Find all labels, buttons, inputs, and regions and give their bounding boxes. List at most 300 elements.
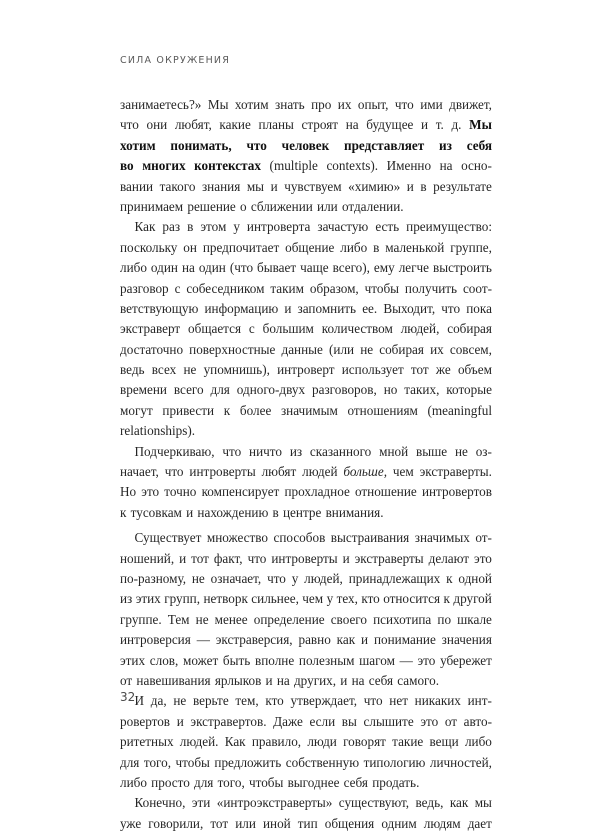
word: разговоров, [312,382,377,398]
text-line [120,279,492,299]
word: навешивания [136,672,211,688]
word: выше [416,443,448,459]
word: не [191,570,205,586]
word: опыт, [357,97,389,112]
word: вполне [254,652,295,668]
text-line [120,528,492,548]
word: или [317,198,338,214]
word: чем [392,464,414,480]
word: Выходит, [383,300,436,316]
word: тусовкам [130,504,182,520]
text-line [120,258,492,278]
word: соот- [462,280,492,296]
word: их [430,341,444,357]
word: на [181,260,195,276]
word: решение [187,198,236,214]
word: Как [224,734,246,750]
word: что [394,97,414,112]
word: (что [229,260,254,276]
word: знания [201,178,241,194]
word: тот [191,550,209,566]
word: тех, [336,591,358,607]
running-head: СИЛА ОКРУЖЕНИЯ [120,55,231,66]
word: запомнить [297,300,357,316]
word: мы [474,795,492,811]
word: и [176,713,184,729]
word: от- [475,530,492,546]
word: тем, [235,693,259,709]
word: себя [343,774,368,790]
word: Существует [134,530,202,546]
word: маленькой [385,239,445,255]
word: всего [173,382,204,398]
word: Даже [273,713,303,729]
text-line [120,753,492,773]
text-line [120,589,492,609]
text-line [120,651,492,671]
word: движет, [449,97,492,112]
word: на [351,672,365,688]
text-line [120,421,492,441]
word: с [174,280,181,296]
word: дает [467,815,492,831]
word: же [435,362,451,378]
body-text [120,95,492,834]
word: типологию [363,754,426,770]
text-line [120,732,492,752]
word: группе, [450,239,492,255]
text-line [120,549,492,569]
text-line [120,630,492,650]
word: поверхностные [189,341,276,357]
word: утверждает, [290,693,358,709]
word: знать [275,97,305,112]
word: Подчеркиваю, [134,443,215,459]
word: тот [410,362,429,378]
word: оз- [475,443,492,459]
word: убережет [440,652,492,668]
word: совсем, [449,341,492,357]
word: этих [120,652,146,668]
bold-word: во [120,158,134,174]
word: чувствуем [284,178,342,194]
word: другой [453,591,492,607]
word: иной [262,815,291,831]
word: интроверты [189,464,256,480]
word: группе. [120,611,162,627]
word: что [247,550,267,566]
word: точно [164,484,197,500]
word: зачастую [317,219,369,235]
word: просто [151,774,190,790]
word: про [311,97,332,112]
word: экстравертов. [190,713,267,729]
text-line [120,95,492,115]
bold-word: из [439,137,452,153]
word: — [196,632,210,648]
bold-word: представляет [344,137,425,153]
word: внимания. [325,504,384,520]
italic-word: больше, [343,464,387,480]
word: и [406,178,414,194]
text-line [120,115,492,135]
word: интроверт [277,362,335,378]
word: психотипа [373,611,432,627]
word: равно [298,632,331,648]
text-line [120,814,492,834]
word: центре [283,504,322,520]
word: как [449,795,469,811]
word: полезным [298,652,355,668]
word: интровертов [421,484,492,500]
word: себя [368,672,394,688]
word: продать. [372,774,420,790]
word: они [146,117,168,133]
word: какие [219,117,251,133]
word: ярлыков [214,672,262,688]
word: в [420,178,427,194]
word: ритетных [120,734,174,750]
word: мной [379,443,409,459]
word: шагом [359,652,395,668]
word: общение [285,239,335,255]
word: чтобы [248,774,284,790]
word: собеседником [186,280,265,296]
text-line [120,610,492,630]
word: одним [381,815,417,831]
word: к [446,570,453,586]
word: один [150,260,178,276]
word: интроверсия [120,632,191,648]
word: эти [191,795,211,811]
word: у [233,219,240,235]
word: по-разному, [120,570,187,586]
word: для [210,382,230,398]
word: занимаетесь?» [120,97,202,112]
word: и [284,300,292,316]
page-number: 32 [120,690,136,704]
word: ведь, [415,795,444,811]
word: людей [302,464,338,480]
word: говорят [343,734,386,750]
word: могут [120,402,153,418]
word: это [417,652,436,668]
word: результате [433,178,492,194]
text-line [120,360,492,380]
word: т. [435,117,444,133]
text-line [120,380,492,400]
word: это [141,484,160,500]
word: времени [120,382,167,398]
word: от [444,713,458,729]
word: слышите [363,713,414,729]
word: ветствующую [120,300,199,316]
word: всех [151,362,177,378]
word: Мы [207,97,229,112]
word: бывает [257,260,297,276]
bold-word: человек [281,137,330,153]
text-line [120,671,492,691]
word: привести [162,402,215,418]
word: и [265,672,273,688]
word: ему [373,260,395,276]
word: из [289,443,303,459]
word: всего), [332,260,370,276]
word: начает, [120,464,159,480]
word: отдалении. [341,198,404,214]
word: есть [375,219,400,235]
word: по [437,611,452,627]
word: contexts). [326,158,379,174]
word: (или [329,341,355,357]
word: люди [307,734,337,750]
word: авто- [463,713,492,729]
word: любят [261,464,297,480]
word: тот [210,815,229,831]
word: упомнишь), [203,362,270,378]
word: нет [389,693,408,709]
word: кто [361,591,380,607]
text-line [120,401,492,421]
word: И [134,693,145,709]
word: из [120,591,133,607]
word: отношение [354,484,417,500]
word: правило, [251,734,302,750]
word: для [194,774,214,790]
word: это [420,713,439,729]
word: и [361,632,369,648]
word: экстраверты [354,550,424,566]
word: количеством [321,321,393,337]
text-line [120,569,492,589]
word: большим [262,321,314,337]
word: таким [270,280,304,296]
word: относится [383,591,441,607]
word: людям [423,815,461,831]
text-line [120,136,492,156]
word: не [173,693,187,709]
word: он [183,239,197,255]
word: сильнее, [251,591,299,607]
word: (meaningful [427,402,492,418]
word: чем [302,591,324,607]
word: либо [340,239,368,255]
bold-word: контекстах [194,158,261,174]
word: вы [341,713,357,729]
word: планы [258,117,294,133]
word: «интроэкстраверты» [216,795,333,811]
word: в [272,504,279,520]
text-line [120,197,492,217]
word: один [198,260,226,276]
word: таких, [404,382,440,398]
word: шкале [457,611,492,627]
word: своего [330,611,367,627]
text-line [120,442,492,462]
word: любят, [174,117,212,133]
word: собственную [285,754,360,770]
word: понимание [373,632,436,648]
word: Тем [167,611,190,627]
word: не [454,443,468,459]
word: раз [162,219,181,235]
word: и [270,178,278,194]
bold-word: многих [142,158,186,174]
word: экстраверты. [419,464,492,480]
word: значимых [414,530,470,546]
word: их [337,97,352,112]
text-line [120,482,492,502]
word: такие [392,734,424,750]
word: этом [200,219,227,235]
word: чтобы [175,754,210,770]
word: от [120,672,133,688]
word: факт, [213,550,243,566]
word: что [267,570,286,586]
word: информацию [204,300,279,316]
word: экстраверсия, [215,632,293,648]
word: да, [150,693,167,709]
word: не [183,362,197,378]
word: Но [120,484,137,500]
word: если [309,713,336,729]
word: нетворк [203,591,248,607]
word: ничто [249,443,282,459]
word: что [164,464,184,480]
word: означает, [210,570,262,586]
word: чаще [300,260,329,276]
text-line [120,319,492,339]
text-line [120,462,492,482]
word: ровертов [120,713,171,729]
word: использует [341,362,404,378]
word: но [383,382,398,398]
word: выстраивания [330,530,410,546]
word: как [336,632,356,648]
word: экстраверт [120,321,181,337]
word: не [195,611,209,627]
word: кто [265,693,284,709]
text-line [120,793,492,813]
text-line [120,712,492,732]
word: общается [188,321,242,337]
word: предпочитает [202,239,280,255]
word: значимым [280,402,338,418]
word: будущее [366,117,414,133]
word: множество [206,530,268,546]
word: мы [246,178,265,194]
text-line [120,503,492,523]
word: и [340,672,348,688]
text-line [120,299,492,319]
word: к [443,591,450,607]
word: что [120,117,139,133]
word: этих [135,591,161,607]
word: строят [301,117,339,133]
word: и [186,504,194,520]
word: преимущество: [406,219,492,235]
word: ее. [362,300,378,316]
word: людей. [179,734,219,750]
word: верьте [192,693,229,709]
word: других, [293,672,337,688]
word: более [239,402,272,418]
word: тип [297,815,318,831]
word: собирая [379,341,424,357]
bold-word: хотим [120,137,156,153]
word: прохладное [284,484,350,500]
word: самого. [397,672,440,688]
text-line [120,773,492,793]
word: ими [420,97,443,112]
word: получить [404,280,458,296]
word: нахождению [197,504,269,520]
word: или [235,815,256,831]
word: определение [253,611,325,627]
word: собирая [447,321,492,337]
word: чтобы [364,280,400,296]
word: Именно [386,158,432,174]
word: разговор [120,280,169,296]
word: на [276,672,290,688]
word: может [183,652,219,668]
word: к [120,504,127,520]
text-line [120,217,492,237]
word: общения [324,815,375,831]
word: существуют, [338,795,410,811]
word: сближении [250,198,313,214]
word: которые [446,382,492,398]
word: выгоднее [287,774,340,790]
word: это [474,550,492,566]
word: либо [120,260,147,276]
word: — [399,652,413,668]
word: ведь [120,362,145,378]
text-line [120,177,492,197]
word: поскольку [120,239,178,255]
word: выстроить [433,260,492,276]
word: вании [120,178,154,194]
word: в [187,219,194,235]
word: объем [457,362,492,378]
word: уже [120,815,142,831]
bold-word: Мы [469,117,492,133]
bold-word: понимать, [170,137,232,153]
word: к [223,402,231,418]
word: личностей, [429,754,492,770]
word: легче [398,260,430,276]
word: и [342,550,350,566]
text-line [120,156,492,176]
word: слов, [149,652,179,668]
word: что [441,300,461,316]
word: принимаем [120,198,184,214]
word: д. [451,117,462,133]
word: интроверта [246,219,311,235]
word: relationships). [120,423,196,439]
word: с [248,321,255,337]
word: одной [458,570,492,586]
text-line [120,340,492,360]
word: образом, [309,280,359,296]
word: говорили, [148,815,204,831]
word: менее [214,611,248,627]
word: инт- [467,693,492,709]
word: вещи [429,734,459,750]
word: делают [428,550,470,566]
word: (multiple [269,158,318,174]
word: что [222,443,242,459]
